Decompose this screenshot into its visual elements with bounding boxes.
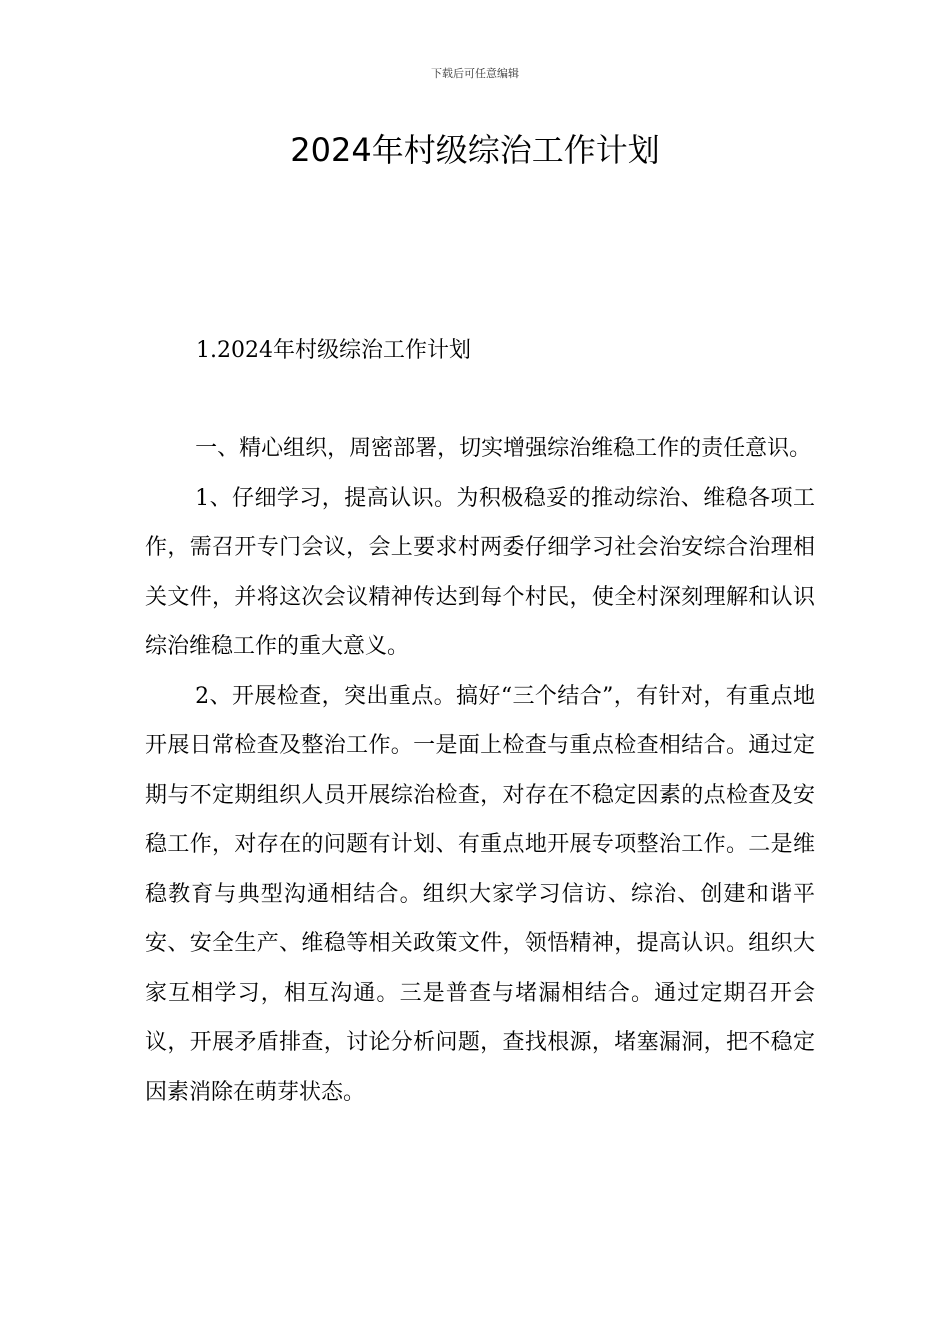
document-title: 2024年村级综治工作计划	[290, 131, 660, 169]
header-note: 下载后可任意编辑	[431, 67, 519, 80]
paragraph: 1、仔细学习，提高认识。为积极稳妥的推动综治、维稳各项工作，需召开专门会议，会上要求村两委仔细学习社会治安综合治理相关文件，并将这次会议精神传达到每个村民，使全村深刻理解和认识综治维稳工作的重大意义。	[145, 485, 815, 659]
paragraph: 2、开展检查，突出重点。搞好“三个结合”，有针对，有重点地开展日常检查及整治工作。一是面上检查与重点检查相结合。通过定期与不定期组织人员开展综治检查，对存在不稳定因素的点检查及安稳工作，对存在的问题有计划、有重点地开展专项整治工作。二是维稳教育与典型沟通相结合。组织大家学习信访、综治、创建和谐平安、安全生产、维稳等相关政策文件，领悟精神，提高认识。组织大家互相学习，相互沟通。三是普查与堵漏相结合。通过定期召开会议，开展矛盾排查，讨论分析问题，查找根源，堵塞漏洞，把不稳定因素消除在萌芽状态。	[145, 683, 815, 1105]
paragraph: 一、精心组织，周密部署，切实增强综治维稳工作的责任意识。	[195, 436, 812, 461]
document-body	[145, 424, 815, 1117]
document-subtitle: 1.2024年村级综治工作计划	[196, 338, 471, 363]
